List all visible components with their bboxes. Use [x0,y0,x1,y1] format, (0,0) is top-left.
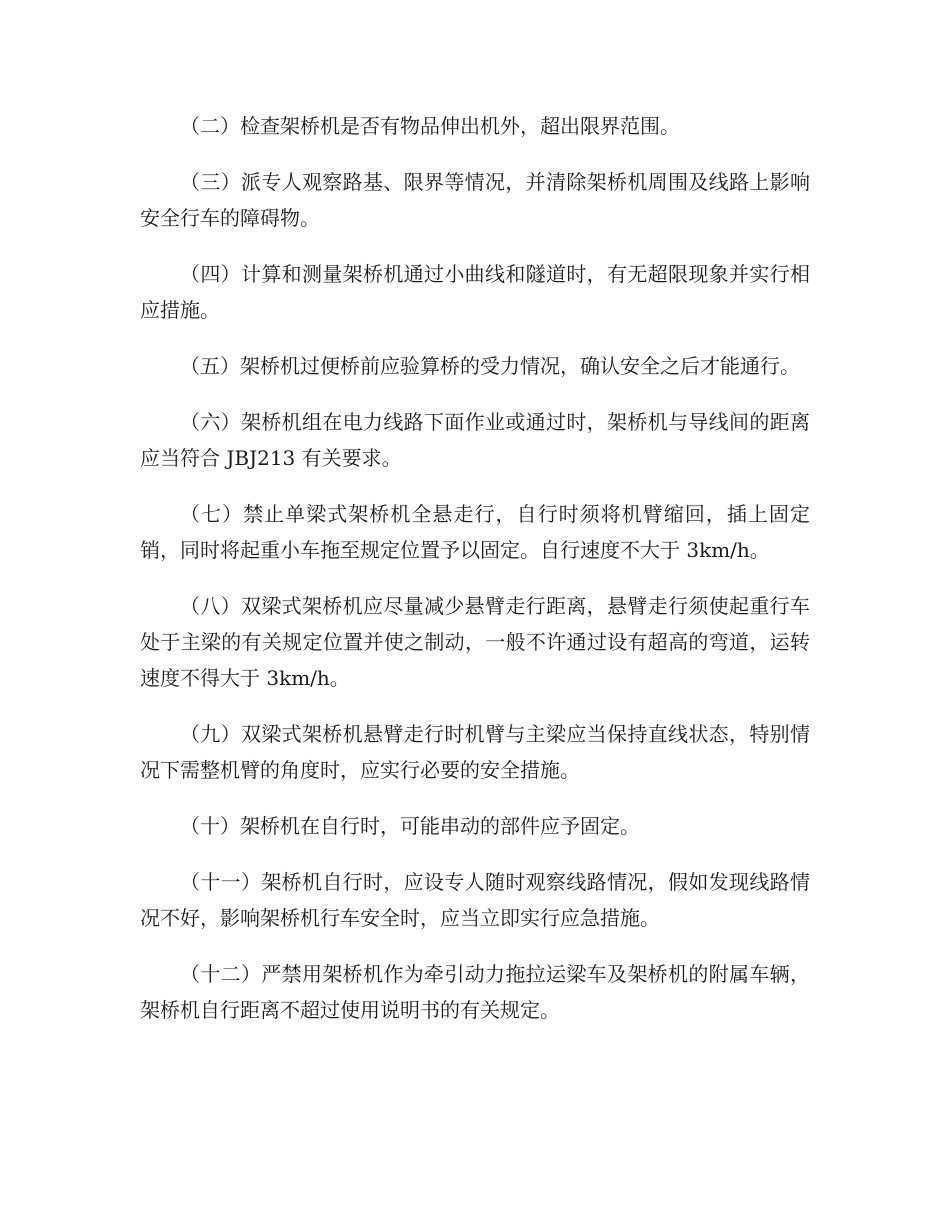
paragraph-8: （八）双梁式架桥机应尽量减少悬臂走行距离，悬臂走行须使起重行车处于主梁的有关规定位置并使之制动，一般不许通过设有超高的弯道，运转速度不得大于 3km/h。 [140,594,810,690]
paragraph-5: （五）架桥机过便桥前应验算桥的受力情况，确认安全之后才能通行。 [180,354,800,378]
paragraph-7: （七）禁止单梁式架桥机全悬走行，自行时须将机臂缩回，插上固定销，同时将起重小车拖至规定位置予以固定。自行速度不大于 3km/h。 [140,502,810,562]
paragraph-11: （十一）架桥机自行时，应设专人随时观察线路情况，假如发现线路情况不好，影响架桥机行车安全时，应当立即实行应急措施。 [140,870,810,930]
paragraph-12: （十二）严禁用架桥机作为牵引动力拖拉运梁车及架桥机的附属车辆，架桥机自行距离不超过使用说明书的有关规定。 [140,962,810,1022]
paragraph-10: （十）架桥机在自行时，可能串动的部件应予固定。 [180,814,640,838]
document-body [140,108,810,1048]
paragraph-4: （四）计算和测量架桥机通过小曲线和隧道时，有无超限现象并实行相应措施。 [140,262,810,322]
paragraph-3: （三）派专人观察路基、限界等情况，并清除架桥机周围及线路上影响安全行车的障碍物。 [140,170,810,230]
paragraph-9: （九）双梁式架桥机悬臂走行时机臂与主梁应当保持直线状态，特别情况下需整机臂的角度时，应实行必要的安全措施。 [140,722,810,782]
paragraph-6: （六）架桥机组在电力线路下面作业或通过时，架桥机与导线间的距离应当符合 JBJ213 有关要求。 [140,410,810,470]
paragraph-2: （二）检查架桥机是否有物品伸出机外，超出限界范围。 [180,114,680,138]
